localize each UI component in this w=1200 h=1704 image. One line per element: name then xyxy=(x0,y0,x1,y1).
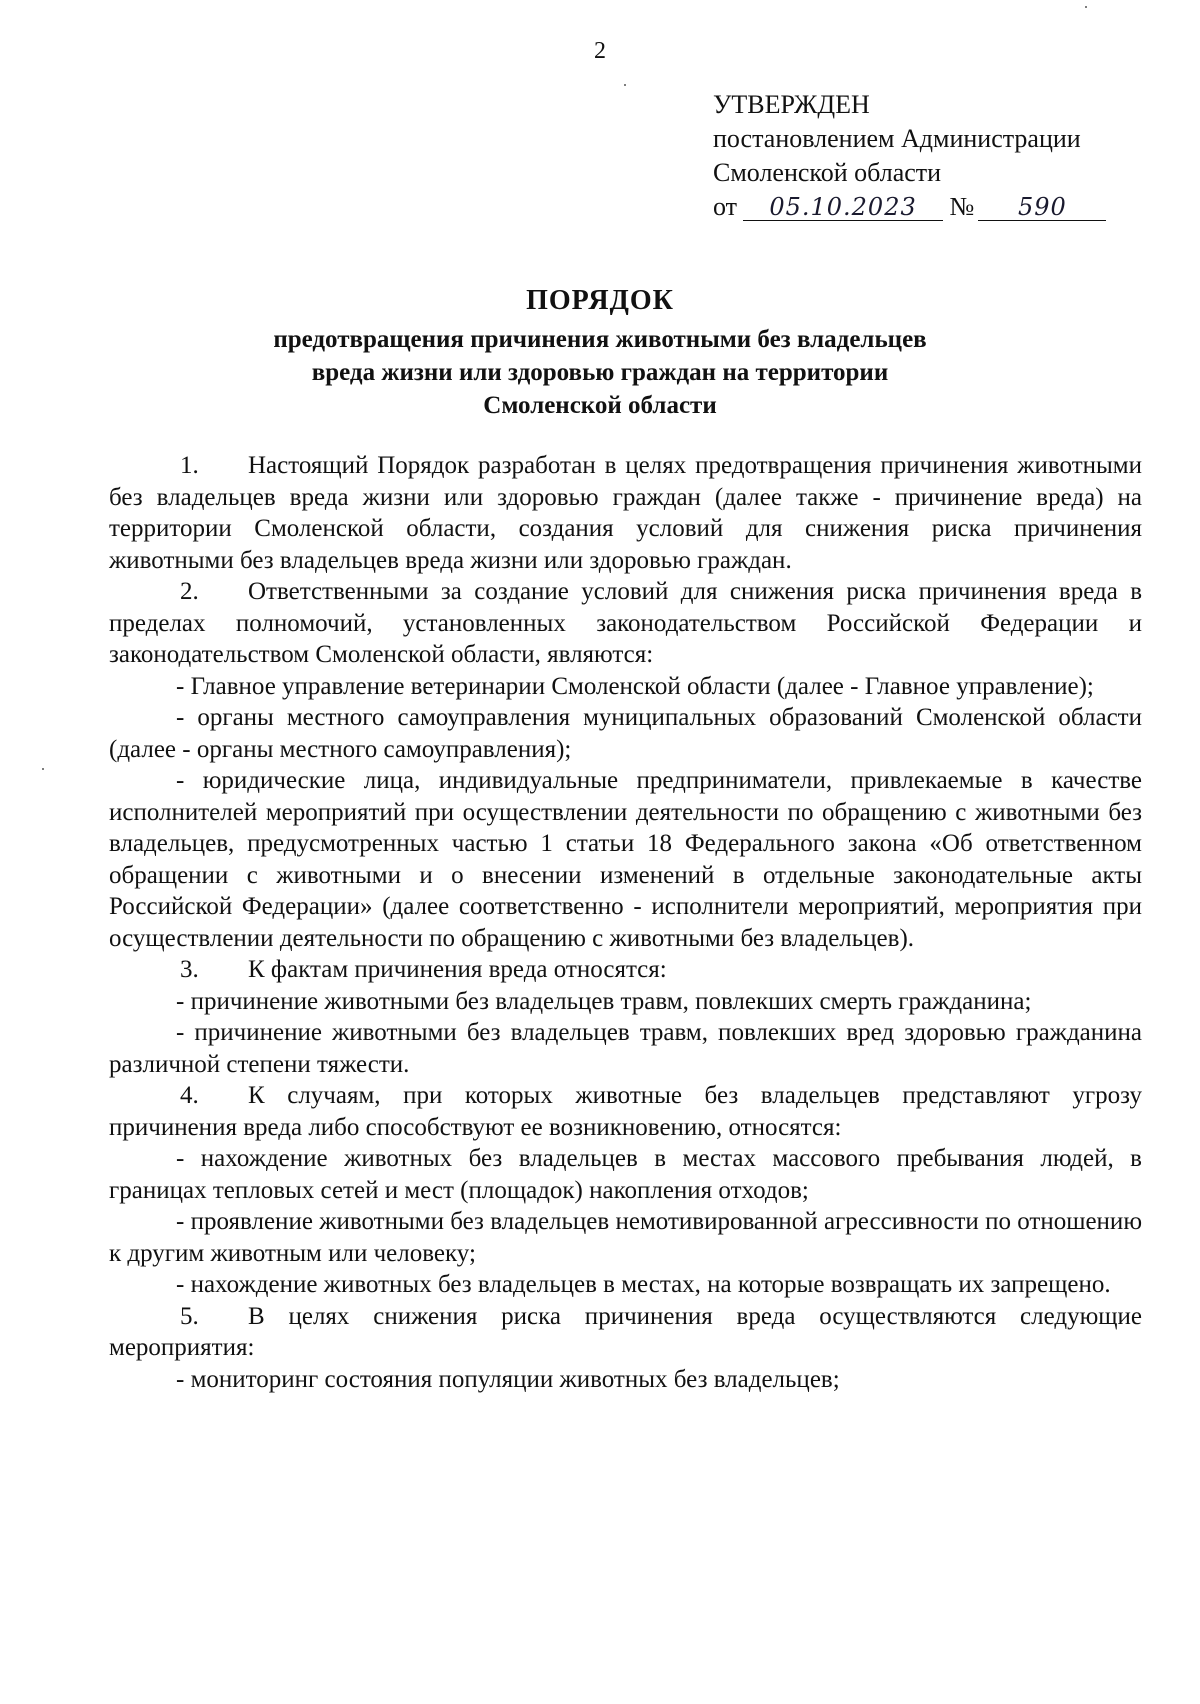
document-body xyxy=(109,450,1142,1395)
list-item xyxy=(109,1206,1142,1269)
list-item xyxy=(109,1017,1142,1080)
paragraph-text: - юридические лица, индивидуальные предприниматели, привлекаемые в качестве исполнителей мероприятий при осуществлении деятельности по обращению с животными без владельцев, предусмотренных частью 1 статьи 18 Федерального закона «Об ответственном обращении с животными и о внесении изменений в отдельные законодательные акты Российской Федерации» (далее соответственно - исполнители мероприятий, мероприятия при осуществлении деятельности по обращению с животными без владельцев). xyxy=(109,767,1142,952)
document-title: ПОРЯДОК xyxy=(526,285,674,316)
list-item xyxy=(109,765,1142,954)
paragraph xyxy=(109,954,1142,986)
paragraph-text: В целях снижения риска причинения вреда осуществляются следующие мероприятия: xyxy=(109,1302,1142,1361)
paragraph-text: К фактам причинения вреда относятся: xyxy=(248,956,667,983)
paragraph-marker: 5. xyxy=(180,1302,199,1330)
list-item xyxy=(109,671,1142,703)
paragraph-marker: 2. xyxy=(180,578,199,605)
scan-speck xyxy=(624,84,626,86)
approval-title: УТВЕРЖДЕН xyxy=(713,90,870,119)
approval-line-1: постановлением Администрации xyxy=(713,124,1081,153)
approval-line-2: Смоленской области xyxy=(713,158,942,187)
date-prefix: от xyxy=(713,192,738,221)
paragraph xyxy=(109,1301,1142,1364)
paragraph-text: - мониторинг состояния популяции животных без владельцев; xyxy=(176,1365,840,1393)
list-item xyxy=(109,1269,1142,1301)
number-prefix: № xyxy=(949,192,975,221)
paragraph-text: - органы местного самоуправления муниципальных образований Смоленской области (далее - органы местного самоуправления); xyxy=(109,704,1142,763)
approval-date-line xyxy=(713,190,1106,224)
handwritten-date: 05.10.2023 xyxy=(743,194,943,221)
paragraph-text: К случаям, при которых животные без владельцев представляют угрозу причинения вреда либо способствуют ее возникновению, относятся: xyxy=(109,1082,1142,1141)
scan-speck xyxy=(42,768,44,770)
paragraph xyxy=(109,450,1142,576)
paragraph xyxy=(109,576,1142,671)
paragraph-text: - причинение животными без владельцев травм, повлекших смерть гражданина; xyxy=(176,987,1032,1015)
handwritten-number: 590 xyxy=(978,194,1106,221)
paragraph-marker: 3. xyxy=(180,956,199,983)
paragraph-text: - Главное управление ветеринарии Смоленской области (далее - Главное управление); xyxy=(176,672,1094,700)
paragraph-text: Ответственными за создание условий для снижения риска причинения вреда в пределах полномочий, установленных законодательством Российской Федерации и законодательством Смоленской области, являются: xyxy=(109,578,1142,668)
paragraph xyxy=(109,1080,1142,1143)
page-number: 2 xyxy=(594,38,606,64)
list-item xyxy=(109,702,1142,765)
document-subtitle: предотвращения причинения животными без владельцев вреда жизни или здоровью граждан на территории Смоленской области xyxy=(273,326,927,419)
scan-speck xyxy=(1085,6,1087,8)
paragraph-marker: 4. xyxy=(180,1082,199,1109)
paragraph-marker: 1. xyxy=(180,452,199,479)
paragraph-text: - причинение животными без владельцев травм, повлекших вред здоровью гражданина различной степени тяжести. xyxy=(109,1019,1142,1078)
list-item xyxy=(109,1143,1142,1206)
list-item xyxy=(109,1364,1142,1396)
approval-stamp xyxy=(713,88,1106,224)
paragraph-text: - нахождение животных без владельцев в местах массового пребывания людей, в границах тепловых сетей и мест (площадок) накопления отходов; xyxy=(109,1145,1142,1204)
list-item xyxy=(109,986,1142,1018)
paragraph-text: - проявление животными без владельцев немотивированной агрессивности по отношению к другим животным или человеку; xyxy=(109,1208,1142,1267)
paragraph-text: - нахождение животных без владельцев в местах, на которые возвращать их запрещено. xyxy=(176,1271,1111,1298)
paragraph-text: Настоящий Порядок разработан в целях предотвращения причинения животными без владельцев вреда жизни или здоровью граждан (далее также - причинение вреда) на территории Смоленской области, создания условий для снижения риска причинения животными без владельцев вреда жизни или здоровью граждан. xyxy=(109,452,1142,574)
